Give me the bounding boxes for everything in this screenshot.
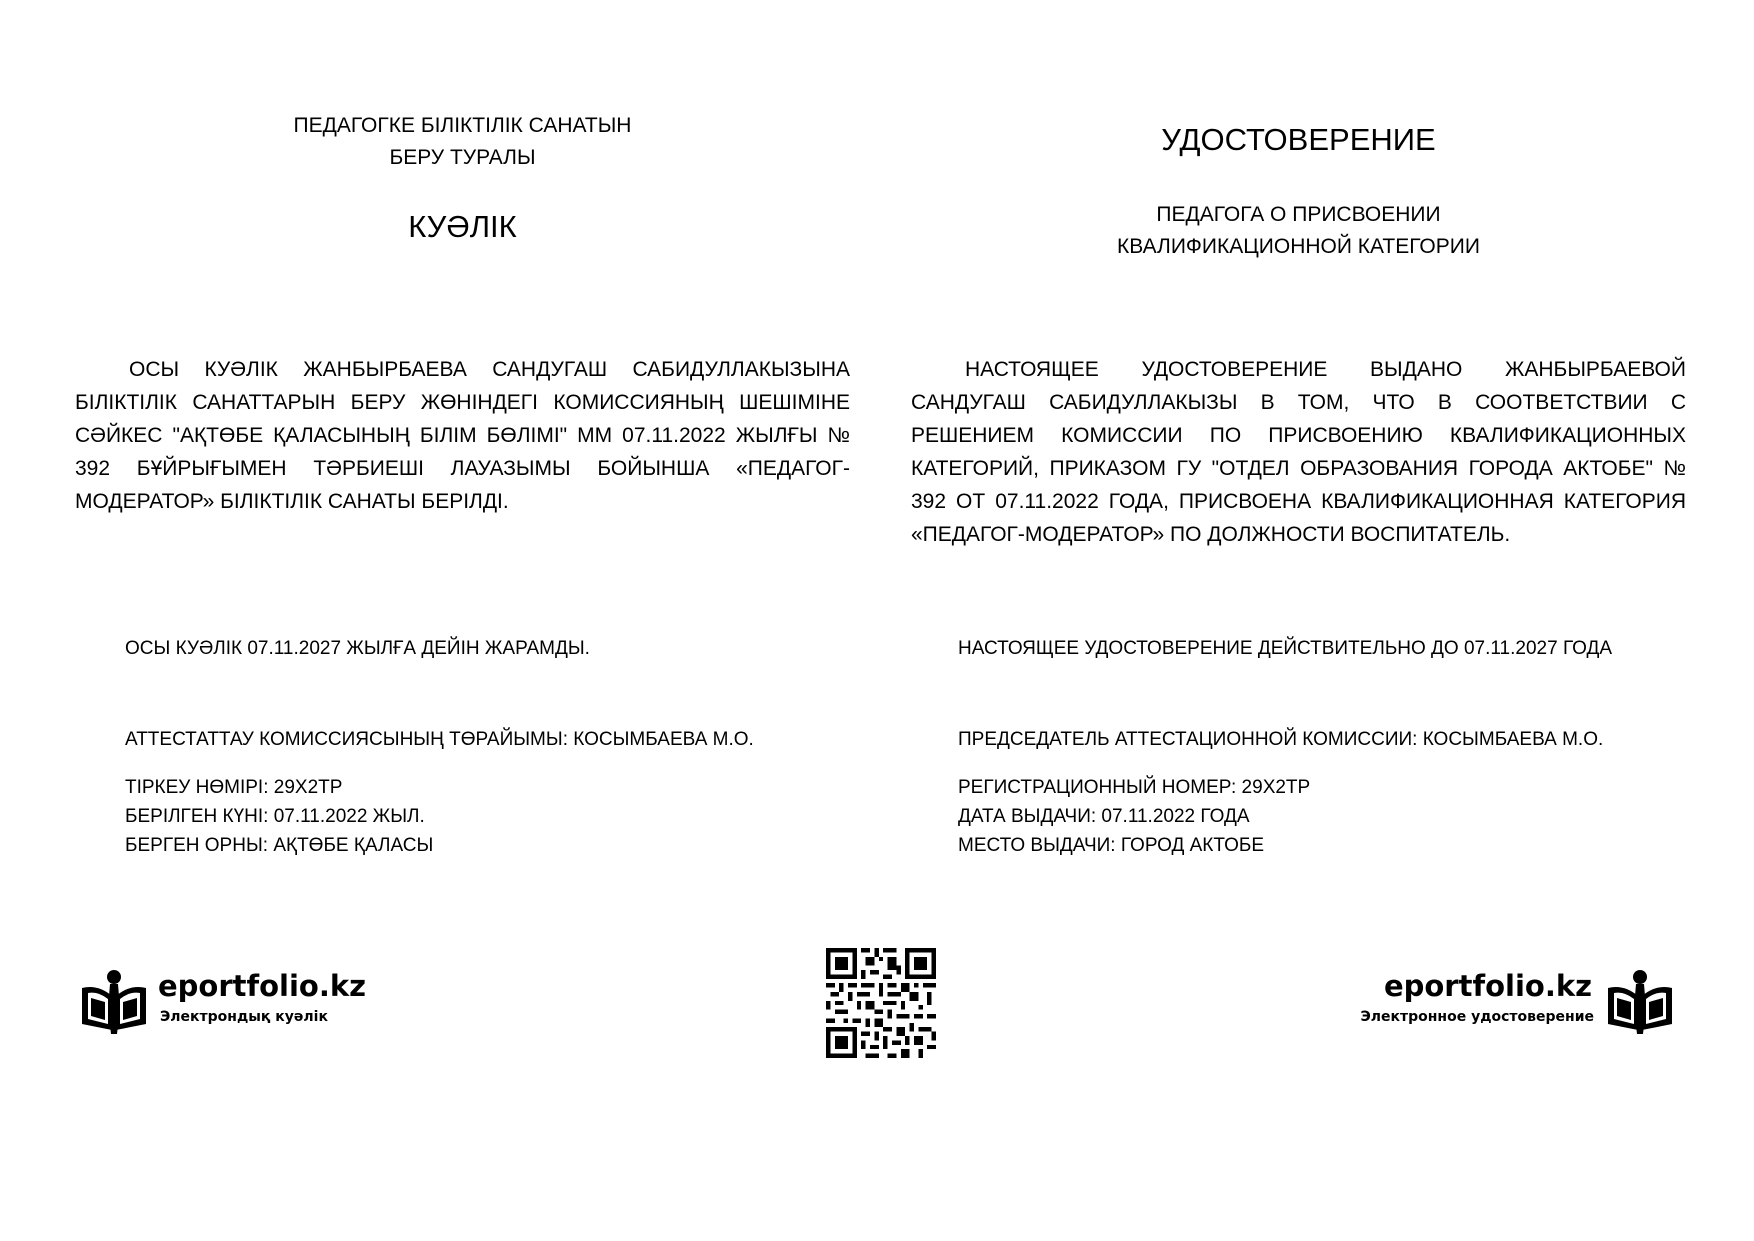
left-issue-place: БЕРГЕН ОРНЫ: АҚТӨБЕ ҚАЛАСЫ — [125, 835, 434, 856]
book-reader-icon — [80, 968, 148, 1038]
left-heading — [75, 110, 850, 174]
right-issue-date: ДАТА ВЫДАЧИ: 07.11.2022 ГОДА — [958, 806, 1250, 827]
right-heading-line1: ПЕДАГОГА О ПРИСВОЕНИИ — [1156, 203, 1441, 226]
left-logo-brand: eportfolio.kz — [158, 969, 367, 1003]
left-chairman: АТТЕСТАТТАУ КОМИССИЯСЫНЫҢ ТӨРАЙЫМЫ: КОСЫМБАЕВА М.О. — [125, 729, 754, 750]
right-title: УДОСТОВЕРЕНИЕ — [1161, 122, 1436, 157]
right-reg-number: РЕГИСТРАЦИОННЫЙ НОМЕР: 29X2TP — [958, 777, 1311, 798]
right-body: НАСТОЯЩЕЕ УДОСТОВЕРЕНИЕ ВЫДАНО ЖАНБЫРБАЕВОЙ САНДУГАШ САБИДУЛЛАКЫЗЫ В ТОМ, ЧТО В СООТВЕТСТВИИ С РЕШЕНИЕМ КОМИССИИ ПО ПРИСВОЕНИЮ КВАЛИФИКАЦИОННЫХ КАТЕГОРИЙ, ПРИКАЗОМ ГУ "ОТДЕЛ ОБРАЗОВАНИЯ ГОРОДА АКТОБЕ" № 392 ОТ 07.11.2022 ГОДА, ПРИСВОЕНА КВАЛИФИКАЦИОННАЯ КАТЕГОРИЯ «ПЕДАГОГ-МОДЕРАТОР» ПО ДОЛЖНОСТИ ВОСПИТАТЕЛЬ. — [911, 358, 1686, 546]
left-reg-number: ТІРКЕУ НӨМІРІ: 29X2TP — [125, 777, 343, 798]
right-chairman: ПРЕДСЕДАТЕЛЬ АТТЕСТАЦИОННОЙ КОМИССИИ: КОСЫМБАЕВА М.О. — [958, 729, 1604, 750]
left-logo-tagline: Электрондық куәлік — [160, 1009, 328, 1025]
left-logo — [80, 968, 380, 1038]
right-validity: НАСТОЯЩЕЕ УДОСТОВЕРЕНИЕ ДЕЙСТВИТЕЛЬНО ДО 07.11.2027 ГОДА — [958, 638, 1613, 659]
left-heading-line2: БЕРУ ТУРАЛЫ — [389, 146, 536, 169]
left-heading-line1: ПЕДАГОГКЕ БІЛІКТІЛІК САНАТЫН — [293, 114, 632, 137]
right-issue-place: МЕСТО ВЫДАЧИ: ГОРОД АКТОБЕ — [958, 835, 1265, 856]
right-logo-tagline: Электронное удостоверение — [1360, 1009, 1594, 1025]
right-logo — [1356, 968, 1674, 1038]
book-reader-icon — [1606, 968, 1674, 1038]
right-heading-line2: КВАЛИФИКАЦИОННОЙ КАТЕГОРИИ — [1117, 235, 1480, 258]
right-logo-brand: eportfolio.kz — [1383, 969, 1592, 1003]
left-issue-date: БЕРІЛГЕН КҮНІ: 07.11.2022 ЖЫЛ. — [125, 806, 425, 827]
left-title: КУӘЛІК — [408, 209, 517, 244]
left-validity: ОСЫ КУӘЛІК 07.11.2027 ЖЫЛҒА ДЕЙІН ЖАРАМДЫ. — [125, 638, 590, 659]
left-body: ОСЫ КУӘЛІК ЖАНБЫРБАЕВА САНДУГАШ САБИДУЛЛАКЫЗЫНА БІЛІКТІЛІК САНАТТАРЫН БЕРУ ЖӨНІНДЕГІ КОМИССИЯНЫҢ ШЕШІМІНЕ СӘЙКЕС "АҚТӨБЕ ҚАЛАСЫНЫҢ БІЛІМ БӨЛІМІ" ММ 07.11.2022 ЖЫЛҒЫ № 392 БҰЙРЫҒЫМЕН ТӘРБИЕШІ ЛАУАЗЫМЫ БОЙЫНША «ПЕДАГОГ-МОДЕРАТОР» БІЛІКТІЛІК САНАТЫ БЕРІЛДІ. — [75, 358, 850, 513]
right-heading — [911, 199, 1686, 263]
qr-code-icon — [826, 948, 936, 1058]
